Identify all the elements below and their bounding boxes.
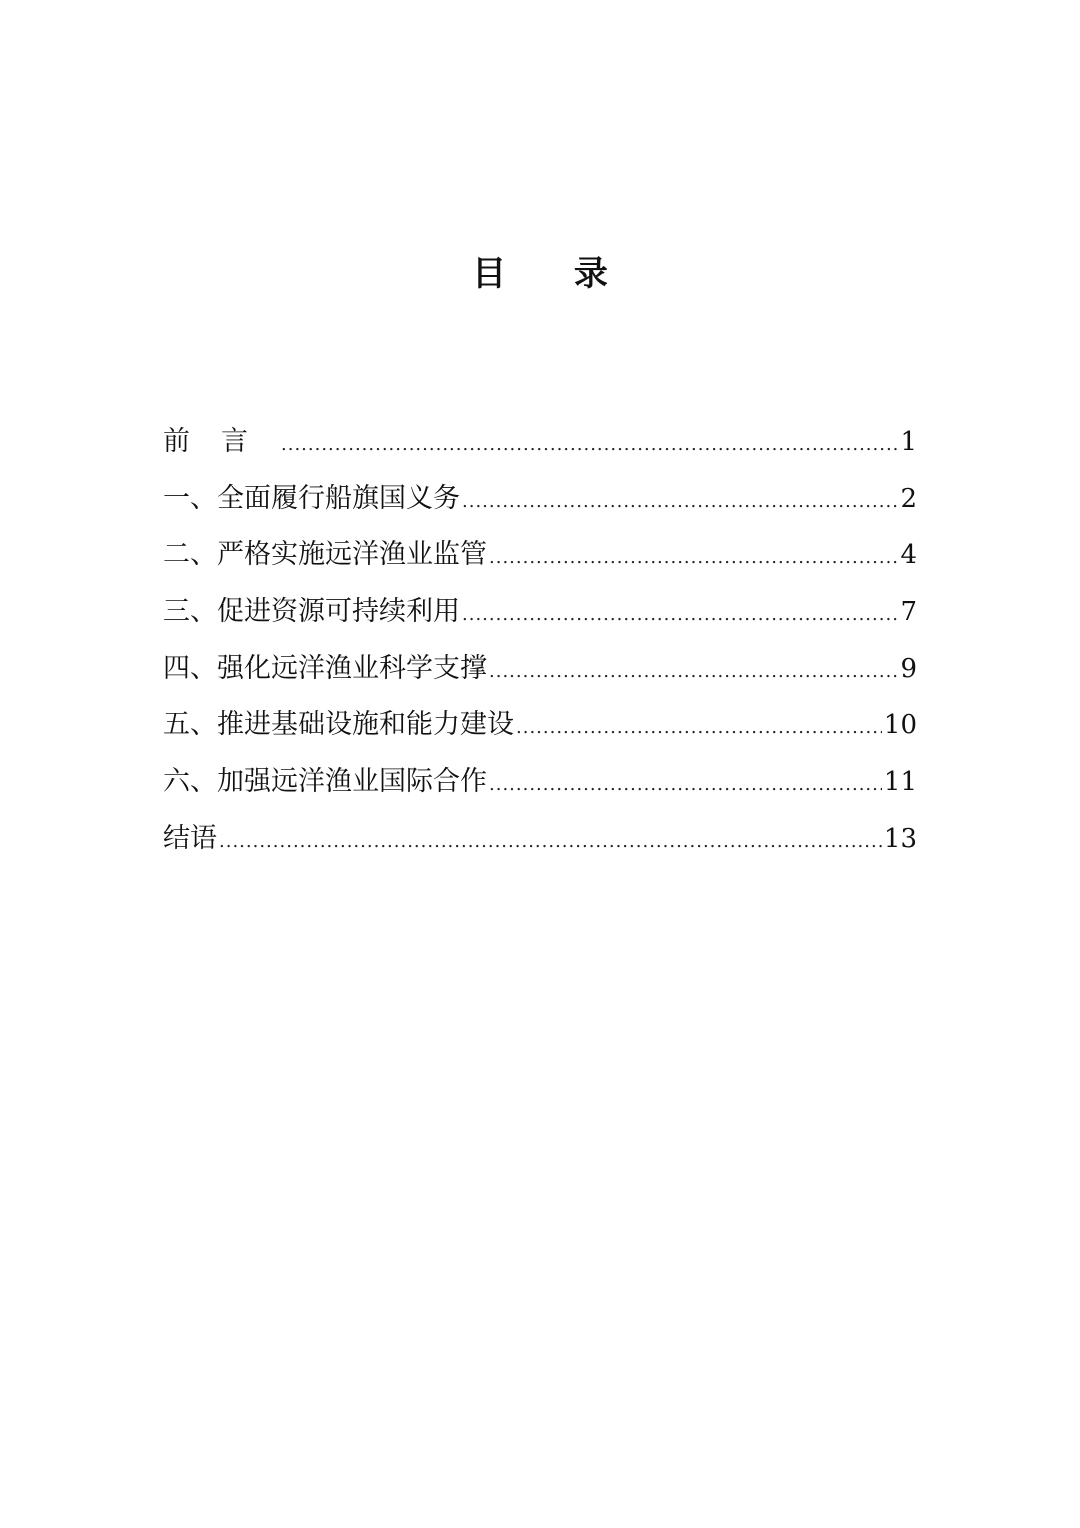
- dot-leader: [462, 587, 898, 643]
- toc-entry-page: 10: [883, 710, 917, 741]
- toc-entry[interactable]: [163, 697, 917, 754]
- toc-entry-label: 前言: [163, 426, 279, 457]
- toc-entry[interactable]: [163, 641, 917, 698]
- dot-leader: [462, 474, 898, 530]
- toc-entry[interactable]: [163, 584, 917, 641]
- dot-leader: [281, 417, 898, 473]
- toc-entry-page: 11: [883, 767, 917, 798]
- toc-entry[interactable]: [163, 754, 917, 811]
- toc-entry-label: 三、促进资源可持续利用: [163, 596, 460, 628]
- toc-entry[interactable]: [163, 811, 917, 868]
- toc-entry-label: 四、强化远洋渔业科学支撑: [163, 652, 487, 684]
- toc-entry-page: 1: [900, 427, 917, 457]
- toc-entry-label: 二、严格实施远洋渔业监管: [163, 539, 487, 571]
- dot-leader: [219, 814, 882, 870]
- toc-entry-page: 4: [900, 540, 917, 571]
- toc-entry-label: 五、推进基础设施和能力建设: [163, 709, 514, 741]
- dot-leader: [489, 644, 898, 700]
- toc-title: 目 录: [472, 254, 636, 294]
- toc-entry-label: 结语: [163, 822, 217, 854]
- toc-entry-page: 2: [900, 483, 917, 514]
- dot-leader: [489, 530, 898, 586]
- dot-leader: [489, 757, 882, 813]
- toc-entry-page: 13: [883, 823, 917, 854]
- toc-entry-page: 9: [900, 653, 917, 684]
- toc-entry[interactable]: [163, 414, 917, 471]
- toc-entry[interactable]: [163, 471, 917, 528]
- toc-entry-label: 六、加强远洋渔业国际合作: [163, 766, 487, 798]
- toc-entry-label: 一、全面履行船旗国义务: [163, 482, 460, 514]
- toc-list: [163, 414, 917, 868]
- dot-leader: [516, 700, 882, 756]
- toc-entry-page: 7: [900, 597, 917, 628]
- toc-entry[interactable]: [163, 527, 917, 584]
